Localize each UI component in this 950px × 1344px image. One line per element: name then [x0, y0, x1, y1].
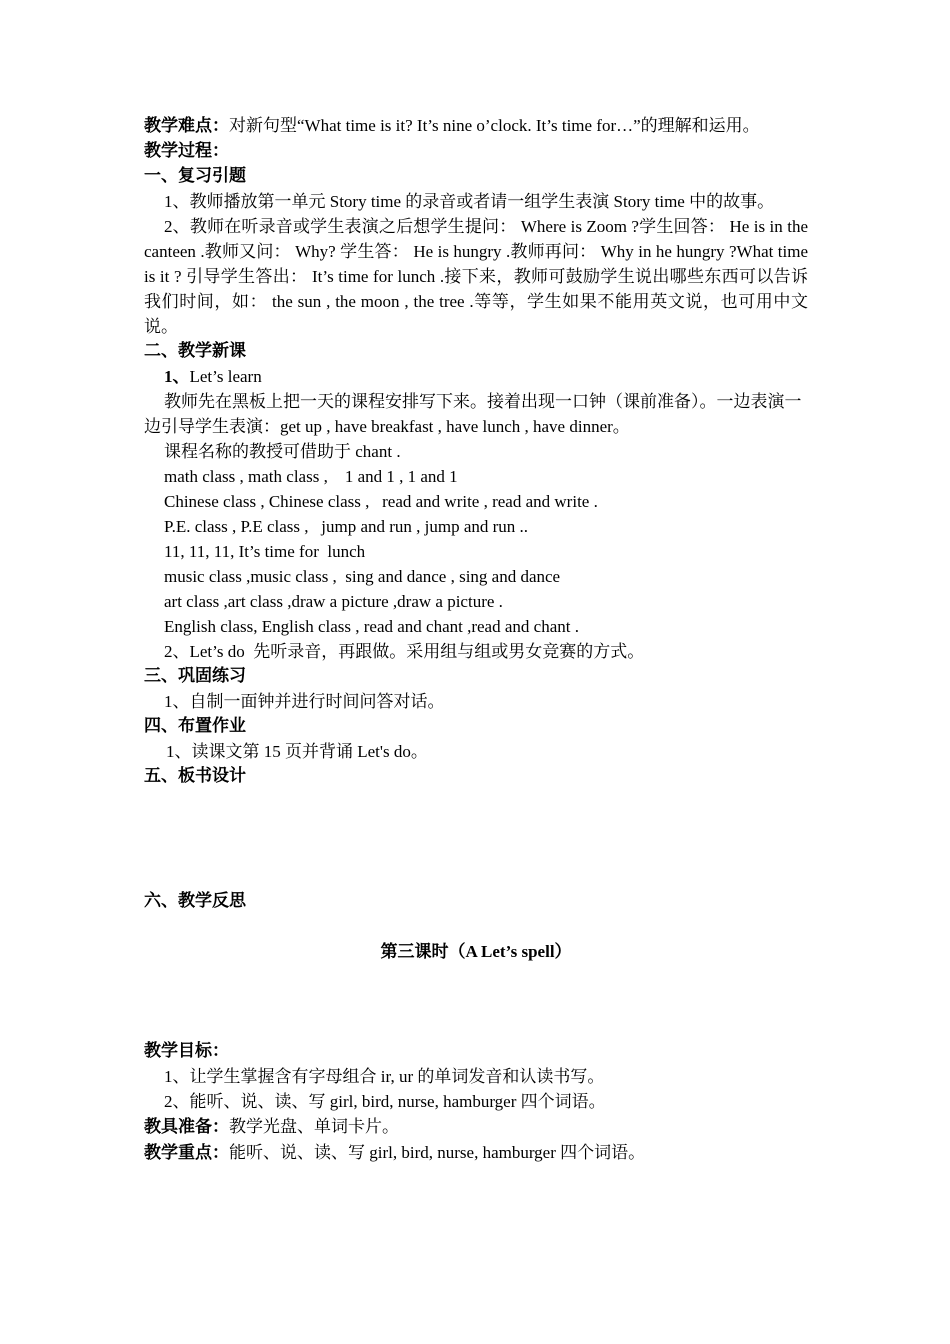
tools-label: 教具准备： — [144, 1117, 229, 1137]
difficulty-label: 教学难点： — [144, 116, 229, 136]
key-label: 教学重点： — [144, 1143, 229, 1163]
chant-line: music class ,music class , sing and dance , sing and dance — [164, 567, 561, 586]
goal-item: 2、能听、说、读、写 girl, bird, nurse, hamburger 四个词语。 — [164, 1092, 606, 1111]
chant-line: art class ,art class ,draw a picture ,draw a picture . — [164, 592, 503, 611]
section-5-heading: 五、板书设计 — [144, 766, 246, 786]
section-2-paragraph-1: 教师先在黑板上把一天的课程安排写下来。接着出现一口钟（课前准备）。一边表演一边引导学生表演：get up , have breakfast , have lunch , have dinner。 — [144, 392, 802, 436]
section-3-heading: 三、巩固练习 — [144, 666, 246, 686]
lets-learn-title: Let’s learn — [189, 367, 262, 386]
section-1-paragraph-2: 2、教师在听录音或学生表演之后想学生提问： Where is Zoom ?学生回答： He is in the canteen .教师又问： Why? 学生答： He is hungry .教师再问： Why in he hungry ?What time is it ? 引导学生答出： It’s time for lunch .接下来，教师可鼓励学生说出哪些东西可以告诉我们时间，如： the sun , the moon , the tree .等等，学生如果不能用英文说，也可用中文说。 — [144, 217, 813, 336]
section-6-heading: 六、教学反思 — [144, 891, 246, 911]
chant-intro: 课程名称的教授可借助于 chant . — [164, 442, 401, 461]
process-heading: 教学过程： — [144, 141, 229, 161]
section-1-heading: 一、复习引题 — [144, 166, 246, 186]
chant-line: P.E. class , P.E class , jump and run , jump and run .. — [164, 517, 529, 536]
goal-item: 1、让学生掌握含有字母组合 ir, ur 的单词发音和认读书写。 — [164, 1067, 605, 1086]
teaching-difficulty — [144, 113, 808, 139]
teaching-key-points — [144, 1140, 808, 1166]
section-3-item: 1、自制一面钟并进行时间问答对话。 — [164, 692, 445, 711]
lets-do-item: 2、Let’s do 先听录音，再跟做。采用组与组或男女竞赛的方式。 — [164, 642, 645, 661]
lets-learn-subheading — [144, 364, 808, 389]
chant-line: math class , math class , 1 and 1 , 1 and 1 — [164, 467, 458, 486]
document-page — [144, 113, 813, 1166]
lesson-3-title: 第三课时（A Let’s spell） — [380, 942, 572, 961]
teaching-tools — [144, 1114, 808, 1140]
key-text: 能听、说、读、写 girl, bird, nurse, hamburger 四个词语。 — [229, 1143, 646, 1162]
section-4-item: 1、读课文第 15 页并背诵 Let's do。 — [166, 742, 428, 761]
tools-text: 教学光盘、单词卡片。 — [229, 1117, 399, 1136]
difficulty-text: 对新句型“What time is it? It’s nine o’clock. It’s time for…”的理解和运用。 — [229, 116, 760, 135]
lets-learn-number: 1、 — [164, 367, 190, 386]
section-4-heading: 四、布置作业 — [144, 716, 246, 736]
board-design-blank-space — [144, 789, 808, 889]
spacer — [144, 964, 808, 1039]
chant-line: Chinese class , Chinese class , read and write , read and write . — [164, 492, 598, 511]
chant-line: 11, 11, 11, It’s time for lunch — [164, 542, 366, 561]
section-1-paragraph-1: 1、教师播放第一单元 Story time 的录音或者请一组学生表演 Story time 中的故事。 — [164, 192, 775, 211]
spacer — [144, 914, 808, 939]
goals-heading: 教学目标： — [144, 1041, 229, 1061]
chant-line: English class, English class , read and chant ,read and chant . — [164, 617, 579, 636]
section-2-heading: 二、教学新课 — [144, 341, 246, 361]
